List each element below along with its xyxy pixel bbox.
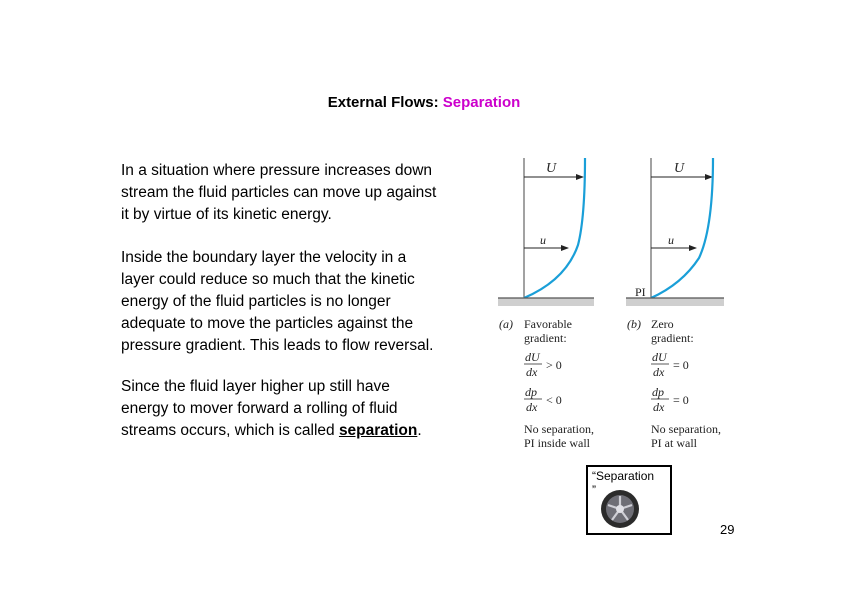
slide-title (0, 94, 842, 111)
panel-b-PI-label: PI (635, 285, 646, 299)
velocity-profile-figure (494, 150, 730, 454)
panel-a-caption-2: gradient: (524, 331, 567, 345)
separation-video-button[interactable] (586, 465, 672, 535)
panel-b-dUdx-rel: = 0 (673, 358, 689, 372)
wheel-thumbnail-icon (600, 489, 640, 529)
panel-a-dUdx-rel: > 0 (546, 358, 562, 372)
panel-b (626, 158, 724, 450)
separation-keyword: separation (338, 422, 418, 439)
panel-b-dpdx-num: dp (652, 385, 664, 399)
paragraph-pressure-increase: In a situation where pressure increases down stream the fluid particles can move up against it by virtue of its kinetic energy. (121, 162, 437, 223)
panel-b-dUdx-den: dx (653, 365, 665, 379)
panel-b-u-label: u (668, 233, 674, 247)
velocity-profile-diagram (494, 150, 730, 454)
title-accent: Separation (442, 94, 521, 111)
panel-a-dpdx-num: dp (525, 385, 537, 399)
panel-a-profile-curve (524, 158, 585, 298)
para3-end: . (417, 422, 422, 439)
panel-b-dUdx-num: dU (652, 350, 667, 364)
panel-b-wall (626, 298, 724, 306)
panel-b-U-label: U (674, 161, 685, 176)
panel-b-caption-1: Zero (651, 317, 674, 331)
title-prefix: External Flows: (327, 94, 443, 111)
panel-b-dpdx-den: dx (653, 400, 665, 414)
panel-a-U-label: U (546, 161, 557, 176)
paragraph-separation (121, 376, 481, 442)
panel-a-dpdx-rel: < 0 (546, 393, 562, 407)
panel-a-wall (498, 298, 594, 306)
panel-b-result-1: No separation, (651, 422, 721, 436)
panel-b-caption-2: gradient: (651, 331, 694, 345)
panel-a-u-label: u (540, 233, 546, 247)
page-number: 29 (720, 522, 735, 537)
panel-b-profile-curve (651, 158, 713, 298)
panel-a-dUdx-den: dx (526, 365, 538, 379)
panel-b-dpdx-rel: = 0 (673, 393, 689, 407)
panel-a-dpdx-den: dx (526, 400, 538, 414)
video-label: “Separation ” (592, 469, 655, 497)
panel-a-result-1: No separation, (524, 422, 594, 436)
panel-b-tag: (b) (627, 317, 641, 331)
panel-a-dUdx-num: dU (525, 350, 540, 364)
panel-a (498, 158, 594, 450)
panel-a-result-2: PI inside wall (524, 436, 590, 450)
panel-a-caption-1: Favorable (524, 317, 572, 331)
paragraph-boundary-layer: Inside the boundary layer the velocity in a layer could reduce so much that the kinetic energy of the fluid particles is no longer adequate to move the particles against the pressure gradient. This leads to flow reversal. (121, 249, 434, 354)
para3-text: Since the fluid layer higher up still have energy to mover forward a rolling of fluid streams occurs, which is called (121, 378, 398, 439)
panel-a-tag: (a) (499, 317, 513, 331)
panel-b-result-2: PI at wall (651, 436, 697, 450)
